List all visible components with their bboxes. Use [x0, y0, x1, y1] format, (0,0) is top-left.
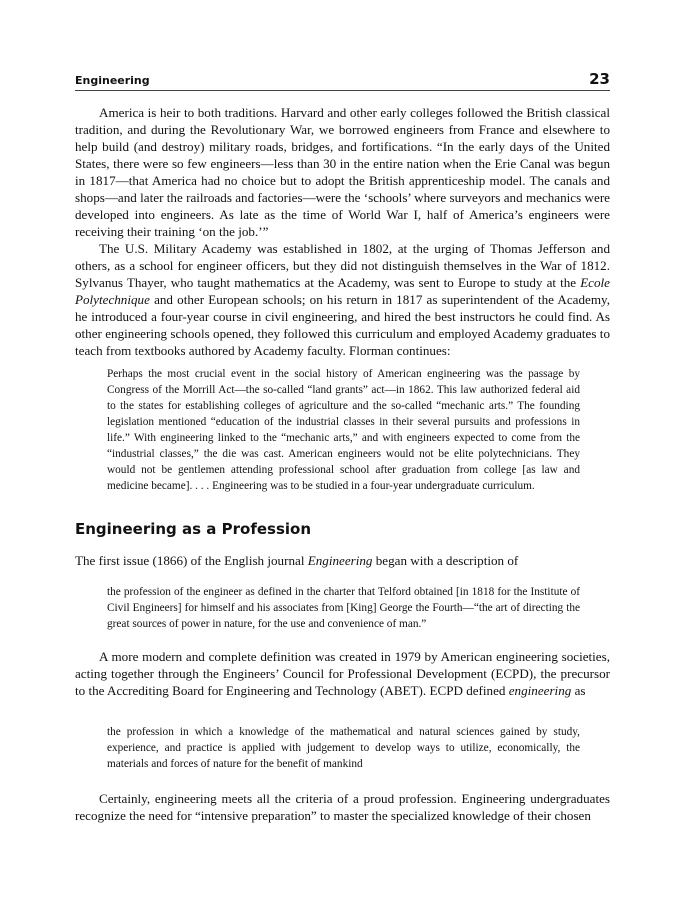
running-head-section: Engineering [75, 74, 150, 87]
paragraph-military-academy-italic: Ecole Polytechnique [75, 275, 610, 307]
paragraph-ecpd-text-2: as [571, 683, 586, 698]
block-quote-morrill-act: Perhaps the most crucial event in the social history of American engineering was the passage by Congress of the Morrill Act—the so-called “land grants” act—in 1862. This law authorized federal aid to the states for establishing colleges of agriculture and the so-called “mechanic arts.” The founding legislation mentioned “education of the industrial classes in their several pursuits and professions in life.” With engineering linked to the “mechanic arts,” and with engineers expected to come from the “industrial classes,” the die was cast. American engineers would not be elite polytechnicians. They would not be gentlemen attending professional school after graduation from college [as law and medicine became]. . . . Engineering was to be studied in a four-year undergraduate curriculum. [107, 368, 580, 492]
running-head [75, 68, 610, 91]
paragraph-first-issue [75, 552, 610, 569]
paragraph-military-academy-text-1: The U.S. Military Academy was established in 1802, at the urging of Thomas Jefferson and others, as a school for engineer officers, but they did not distinguish themselves in the War of 1812. Sylvanus Thayer, who taught mathematics at the Academy, was sent to Europe to study at the [75, 241, 610, 290]
paragraph-first-issue-text-1: The first issue (1866) of the English journal [75, 553, 308, 568]
block-quote-ecpd: the profession in which a knowledge of the mathematical and natural sciences gained by study, experience, and practice is applied with judgement to develop ways to utilize, economically, the materials and forces of nature for the benefit of mankind [107, 726, 580, 770]
paragraph-first-issue-text-2: began with a description of [372, 553, 519, 568]
paragraph-traditions: America is heir to both traditions. Harvard and other early colleges followed the British classical tradition, and during the Revolutionary War, we borrowed engineers from France and elsewhere to help build (and destroy) military roads, bridges, and fortifications. “In the early days of the United States, there were so few engineers—less than 30 in the entire nation when the Erie Canal was begun in 1817—that America had no choice but to adopt the British apprenticeship model. The canals and shops—and later the railroads and factories—were the ‘schools’ where surveyors and mechanics were developed into engineers. As late as the time of World War I, half of America’s engineers were receiving their training ‘on the job.’” [75, 105, 610, 239]
paragraph-military-academy [75, 240, 610, 359]
section-heading: Engineering as a Profession [75, 520, 312, 538]
page-number: 23 [589, 70, 610, 88]
paragraph-ecpd-text-1: A more modern and complete definition was created in 1979 by American engineering societies, acting together through the Engineers’ Council for Professional Development (ECPD), the precursor to the Accrediting Board for Engineering and Technology (ABET). ECPD defined [75, 649, 610, 698]
paragraph-proud-profession: Certainly, engineering meets all the criteria of a proud profession. Engineering undergraduates recognize the need for “intensive preparation” to master the specialized knowledge of their chosen [75, 791, 610, 823]
block-quote-telford: the profession of the engineer as defined in the charter that Telford obtained [in 1818 for the Institute of Civil Engineers] for himself and his associates from [King] George the Fourth—“the art of directing the great sources of power in nature, for the use and convenience of man.” [107, 586, 580, 630]
paragraph-first-issue-italic: Engineering [307, 553, 373, 568]
paragraph-military-academy-text-2: and other European schools; on his return in 1817 as superintendent of the Academy, he introduced a four-year course in civil engineering, and hired the best instructors he could find. As other engineering schools opened, they followed this curriculum and employed Academy graduates to teach from textbooks authored by Academy faculty. Florman continues: [75, 292, 610, 358]
paragraph-ecpd-definition [75, 648, 610, 699]
paragraph-ecpd-italic: engineering [508, 683, 572, 698]
